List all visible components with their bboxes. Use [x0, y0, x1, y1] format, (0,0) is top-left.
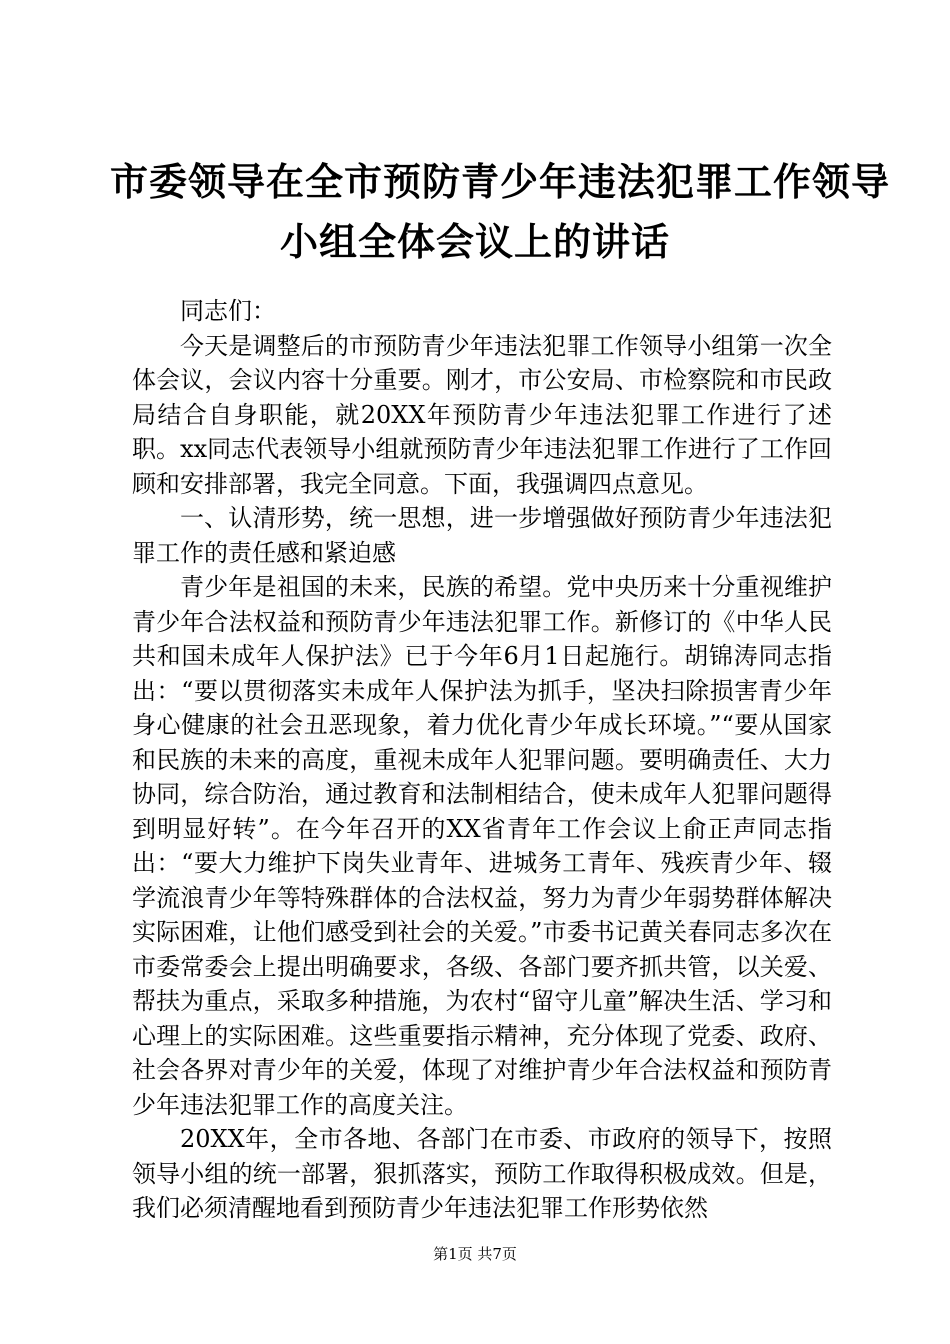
- section-heading: 一、认清形势，统一思想，进一步增强做好预防青少年违法犯罪工作的责任感和紧迫感: [132, 504, 832, 567]
- salutation: 同志们：: [180, 297, 276, 325]
- document-title-line-1: 市委领导在全市预防青少年违法犯罪工作领导: [110, 159, 891, 204]
- page-footer: 第1页 共7页: [433, 1245, 517, 1263]
- body-paragraph: 20XX年，全市各地、各部门在市委、市政府的领导下，按照领导小组的统一部署，狠抓落实，预防工作取得积极成效。但是，我们必须清醒地看到预防青少年违法犯罪工作形势依然: [132, 1125, 832, 1222]
- body-paragraph: 今天是调整后的市预防青少年违法犯罪工作领导小组第一次全体会议，会议内容十分重要。刚才，市公安局、市检察院和市民政局结合自身职能，就20XX年预防青少年违法犯罪工作进行了述职。xx同志代表领导小组就预防青少年违法犯罪工作进行了工作回顾和安排部署，我完全同意。下面，我强调四点意见。: [132, 331, 832, 498]
- document-body: [132, 294, 832, 1226]
- document-title-line-2: 小组全体会议上的讲话: [279, 219, 670, 264]
- body-paragraph: 青少年是祖国的未来，民族的希望。党中央历来十分重视维护青少年合法权益和预防青少年违法犯罪工作。新修订的《中华人民共和国未成年人保护法》已于今年6月1日起施行。胡锦涛同志指出：“要以贯彻落实未成年人保护法为抓手，坚决扫除损害青少年身心健康的社会丑恶现象，着力优化青少年成长环境。”“要从国家和民族的未来的高度，重视未成年人犯罪问题。要明确责任、大力协同，综合防治，通过教育和法制相结合，使未成年人犯罪问题得到明显好转”。在今年召开的XX省青年工作会议上俞正声同志指出：“要大力维护下岗失业青年、进城务工青年、残疾青少年、辍学流浪青少年等特殊群体的合法权益，努力为青少年弱势群体解决实际困难，让他们感受到社会的关爱。”市委书记黄关春同志多次在市委常委会上提出明确要求，各级、各部门要齐抓共管，以关爱、帮扶为重点，采取多种措施，为农村“留守儿童”解决生活、学习和心理上的实际困难。这些重要指示精神，充分体现了党委、政府、社会各界对青少年的关爱，体现了对维护青少年合法权益和预防青少年违法犯罪工作的高度关注。: [132, 573, 832, 1119]
